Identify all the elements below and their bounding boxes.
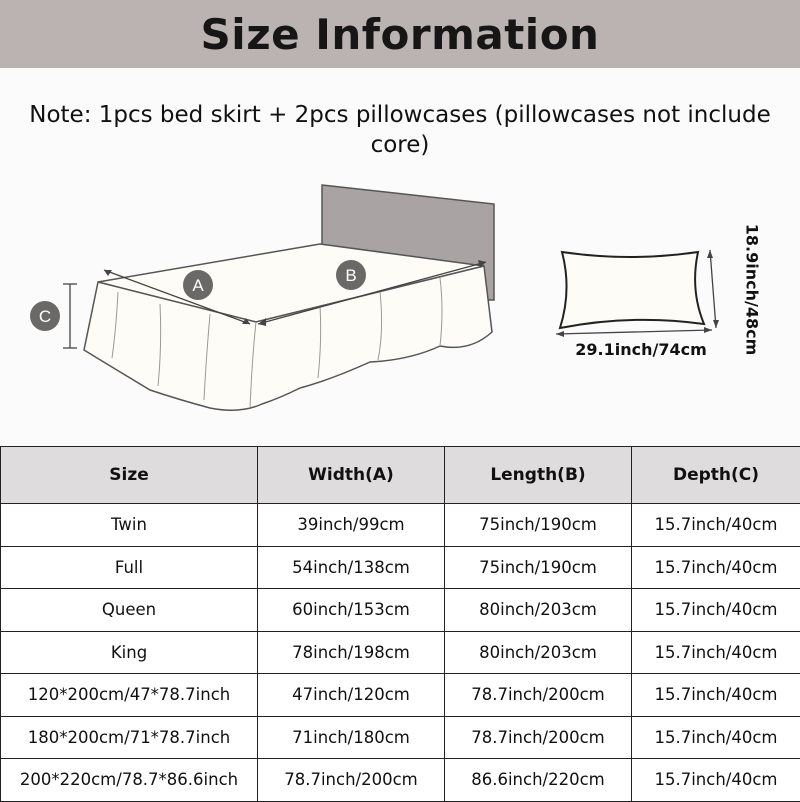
table-row [1,504,800,547]
badge-a [183,270,213,300]
size-table [0,446,800,802]
table-row [1,589,800,632]
cell-depth: 15.7inch/40cm [632,504,800,547]
cell-length: 80inch/203cm [445,589,632,632]
header-size: Size [1,447,258,504]
cell-length: 75inch/190cm [445,546,632,589]
table-row [1,674,800,717]
header-width: Width(A) [258,447,445,504]
cell-length: 80inch/203cm [445,631,632,674]
pillow-width-label: 29.1inch/74cm [556,340,726,359]
svg-text:C: C [39,307,51,326]
table-row [1,716,800,759]
title-banner [0,0,800,68]
cell-depth: 15.7inch/40cm [632,631,800,674]
cell-length: 75inch/190cm [445,504,632,547]
cell-size: 200*220cm/78.7*86.6inch [1,759,258,802]
pillowcase [560,252,704,328]
cell-length: 86.6inch/220cm [445,759,632,802]
table-header-row [1,447,800,504]
header-length: Length(B) [445,447,632,504]
cell-size: Twin [1,504,258,547]
cell-width: 78inch/198cm [258,631,445,674]
cell-depth: 15.7inch/40cm [632,589,800,632]
cell-width: 71inch/180cm [258,716,445,759]
svg-text:A: A [192,276,204,295]
cell-depth: 15.7inch/40cm [632,546,800,589]
cell-width: 78.7inch/200cm [258,759,445,802]
svg-text:B: B [345,266,356,285]
cell-size: 180*200cm/71*78.7inch [1,716,258,759]
page-title: Size Information [201,10,600,59]
note-text: Note: 1pcs bed skirt + 2pcs pillowcases (pillowcases not include core) [20,100,780,160]
cell-width: 47inch/120cm [258,674,445,717]
cell-depth: 15.7inch/40cm [632,759,800,802]
cell-width: 39inch/99cm [258,504,445,547]
cell-size: Full [1,546,258,589]
bed-skirt-illustration [0,170,800,440]
badge-c [30,301,60,331]
table-row [1,631,800,674]
table-row [1,759,800,802]
cell-size: 120*200cm/47*78.7inch [1,674,258,717]
cell-width: 60inch/153cm [258,589,445,632]
badge-b [336,260,366,290]
header-depth: Depth(C) [632,447,800,504]
cell-size: Queen [1,589,258,632]
cell-size: King [1,631,258,674]
cell-length: 78.7inch/200cm [445,674,632,717]
pillow-height-label: 18.9inch/48cm [743,220,762,360]
cell-width: 54inch/138cm [258,546,445,589]
cell-depth: 15.7inch/40cm [632,674,800,717]
cell-length: 78.7inch/200cm [445,716,632,759]
cell-depth: 15.7inch/40cm [632,716,800,759]
table-row [1,546,800,589]
